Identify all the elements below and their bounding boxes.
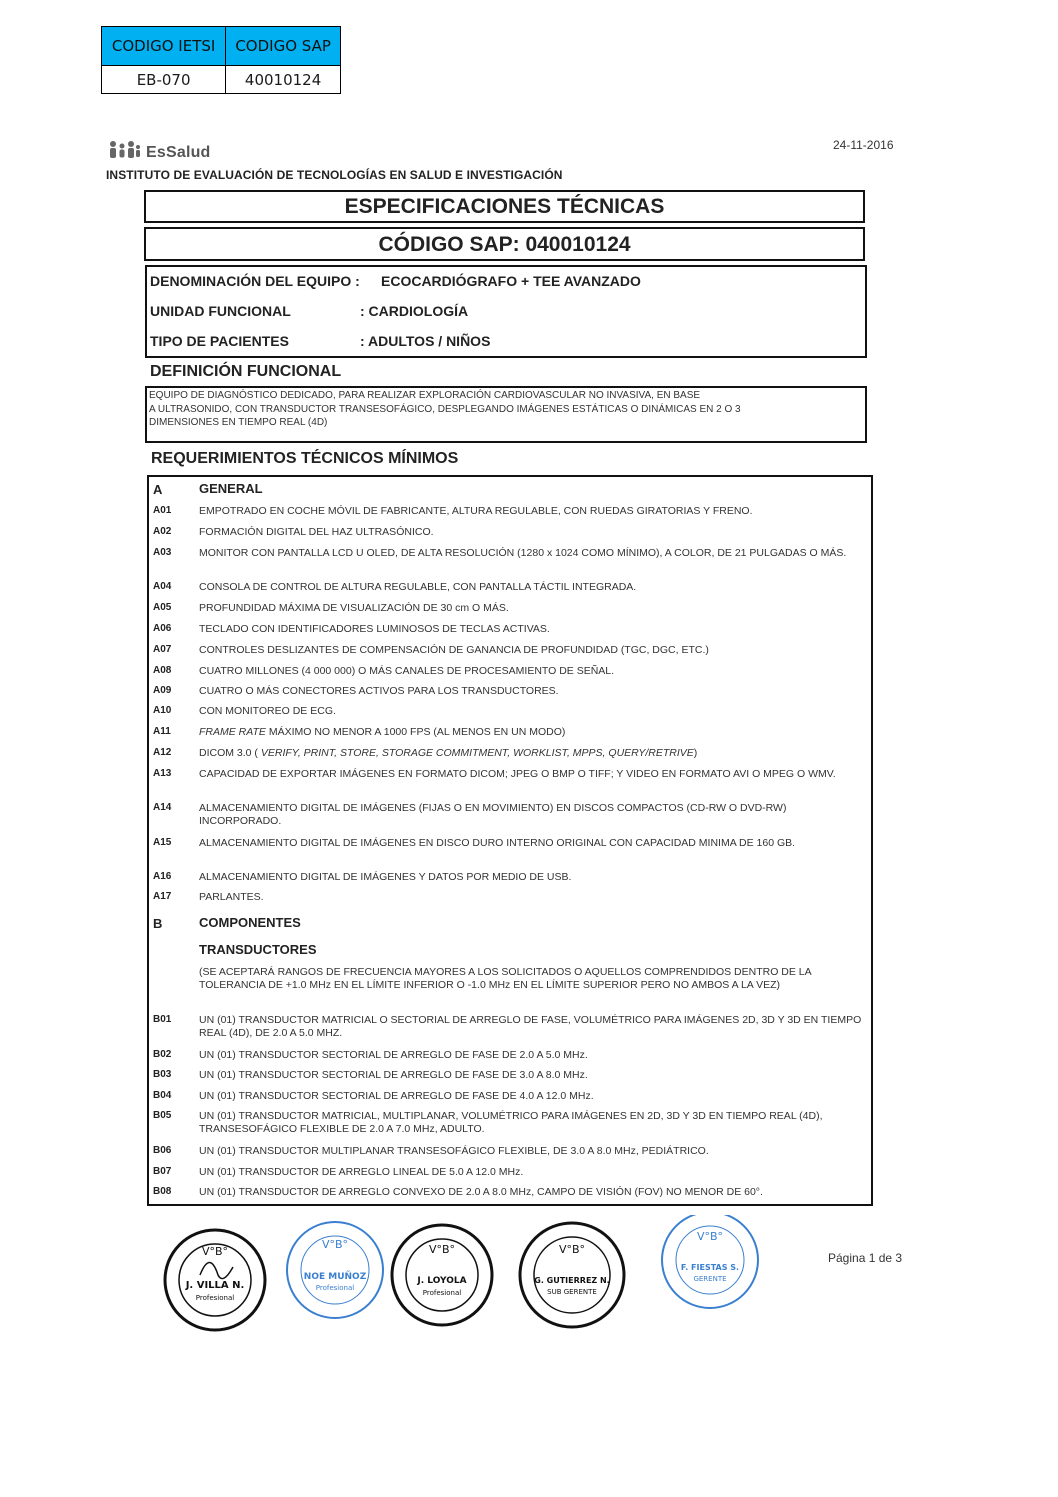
seal-role: Profesional [195,1294,235,1302]
seal-stamp [392,1225,492,1325]
logo-text: EsSalud [146,144,211,161]
equipment-row [150,273,641,289]
transducers-label: TRANSDUCTORES [199,942,317,957]
item-code: A07 [153,644,172,655]
item-code: B06 [153,1145,172,1156]
item-code: B01 [153,1014,172,1025]
seal-name: J. VILLA N. [185,1280,245,1291]
item-text: CONSOLA DE CONTROL DE ALTURA REGULABLE, CON PANTALLA TÁCTIL INTEGRADA. [199,581,637,593]
transducers-note: (SE ACEPTARÁ RANGOS DE FRECUENCIA MAYORES A LOS SOLICITADOS O AQUELLOS COMPRENDIDOS DENTRO DE LA TOLERANCIA DE +1.0 MHz EN EL LÍMITE INFERIOR O -1.0 MHz EN EL LÍMITE SUPERIOR PERO NO AMBOS A LA VEZ) [199,966,812,991]
document-title: ESPECIFICACIONES TÉCNICAS [144,190,865,223]
item-italic: VERIFY, PRINT, STORE, STORAGE COMMITMENT, WORKLIST, MPPS, QUERY/RETRIVE [257,747,694,759]
item-text: CUATRO O MÁS CONECTORES ACTIVOS PARA LOS TRANSDUCTORES. [199,685,559,697]
item-text: UN (01) TRANSDUCTOR MATRICIAL, MULTIPLANAR, VOLUMÉTRICO PARA IMÁGENES EN 2D, 3D Y 3D EN TIEMPO REAL (4D), TRANSESOFÁGICO FLEXIBLE DE 2.0 A 7.0 MHz, ADULTO. [199,1110,823,1135]
item-code: A05 [153,602,172,613]
item-text: ALMACENAMIENTO DIGITAL DE IMÁGENES EN DISCO DURO INTERNO ORIGINAL CON CAPACIDAD MINIMA DE 160 GB. [199,837,796,849]
item-text: UN (01) TRANSDUCTOR SECTORIAL DE ARREGLO DE FASE DE 4.0 A 12.0 MHz. [199,1090,594,1102]
item-text: MONITOR CON PANTALLA LCD U OLED, DE ALTA RESOLUCIÓN (1280 x 1024 COMO MÍNIMO), A COLOR, DE 21 PULGADAS O MÁS. [199,547,847,559]
item-code: A10 [153,705,172,716]
seal-role: GERENTE [693,1275,727,1283]
seal-stamp [165,1230,265,1330]
item-text: UN (01) TRANSDUCTOR MULTIPLANAR TRANSESOFÁGICO FLEXIBLE, DE 3.0 A 8.0 MHz, PEDIÁTRICO. [199,1145,709,1157]
unit-row [150,303,469,319]
document-date: 24-11-2016 [833,138,894,152]
item-text: ALMACENAMIENTO DIGITAL DE IMÁGENES Y DATOS POR MEDIO DE USB. [199,871,572,883]
item-text: PROFUNDIDAD MÁXIMA DE VISUALIZACIÓN DE 30 cm O MÁS. [199,602,509,614]
institute-name: INSTITUTO DE EVALUACIÓN DE TECNOLOGÍAS EN SALUD E INVESTIGACIÓN [106,168,563,182]
item-text: FORMACIÓN DIGITAL DEL HAZ ULTRASÓNICO. [199,526,434,538]
item-text: CON MONITOREO DE ECG. [199,705,336,717]
definition-line: EQUIPO DE DIAGNÓSTICO DEDICADO, PARA REALIZAR EXPLORACIÓN CARDIOVASCULAR NO INVASIVA, EN BASE [149,390,701,401]
code-ietsi-header: CODIGO IETSI [102,27,226,66]
seal-stamp [287,1222,383,1318]
seal-top-text: V°B° [321,1238,349,1251]
item-text: UN (01) TRANSDUCTOR SECTORIAL DE ARREGLO DE FASE DE 3.0 A 8.0 MHz. [199,1069,588,1081]
section-label: GENERAL [199,481,263,496]
item-code: A03 [153,547,172,558]
essalud-logo [108,140,211,162]
code-ietsi-value: EB-070 [102,66,226,94]
equipment-identification [145,265,867,358]
item-code: A17 [153,891,172,902]
page-number: Página 1 de 3 [828,1251,903,1265]
item-code: B04 [153,1090,172,1101]
item-text: ALMACENAMIENTO DIGITAL DE IMÁGENES (FIJAS O EN MOVIMIENTO) EN DISCOS COMPACTOS (CD-RW O DVD-RW) INCORPORADO. [199,802,787,827]
item-text: EMPOTRADO EN COCHE MÓVIL DE FABRICANTE, ALTURA REGULABLE, CON RUEDAS GIRATORIAS Y FRENO. [199,505,753,517]
item-code: A06 [153,623,172,634]
seal-stamp [520,1223,624,1327]
requirements-box [147,475,873,1206]
item-code: A14 [153,802,172,813]
item-code: B03 [153,1069,172,1080]
item-code: A16 [153,871,172,882]
section-code: B [153,916,163,931]
item-code: A13 [153,768,172,779]
item-code: B07 [153,1166,172,1177]
definition-line: A ULTRASONIDO, CON TRANSDUCTOR TRANSESOFÁGICO, DESPLEGANDO IMÁGENES ESTÁTICAS O DINÁMICAS EN 2 O 3 [149,403,741,415]
item-code: A02 [153,526,172,537]
patients-label: TIPO DE PACIENTES [150,333,289,349]
unit-label: UNIDAD FUNCIONAL [150,303,291,319]
item-code: A15 [153,837,172,848]
section-code: A [153,482,163,497]
item-text: UN (01) TRANSDUCTOR DE ARREGLO CONVEXO DE 2.0 A 8.0 MHz, CAMPO DE VISIÓN (FOV) NO MENOR DE 60°. [199,1186,763,1198]
item-code: B05 [153,1110,172,1121]
code-sap-header: CODIGO SAP [226,27,341,66]
sap-code-title: CÓDIGO SAP: 040010124 [144,227,865,261]
unit-value: : CARDIOLOGÍA [360,303,469,319]
seal-name: J. LOYOLA [417,1276,467,1286]
item-code: B02 [153,1049,172,1060]
item-code: B08 [153,1186,172,1197]
patients-value: : ADULTOS / NIÑOS [360,333,491,349]
item-text-end: ) [693,747,698,759]
item-text: UN (01) TRANSDUCTOR DE ARREGLO LINEAL DE 5.0 A 12.0 MHz. [199,1166,524,1178]
seal-top-text: V°B° [696,1230,724,1243]
definition-title: DEFINICIÓN FUNCIONAL [150,363,342,380]
item-code: A01 [153,505,172,516]
seal-name: G. GUTIERREZ N. [534,1276,610,1285]
patients-row [150,333,491,349]
signature-icon [200,1263,233,1279]
item-text-rest: MÁXIMO NO MENOR A 1000 FPS (AL MENOS EN UN MODO) [265,726,566,738]
seal-role: SUB GERENTE [547,1288,597,1296]
definition-line: DIMENSIONES EN TIEMPO REAL (4D) [149,417,328,428]
seal-name: NOE MUÑOZ [303,1272,367,1282]
seal-role: Profesional [422,1289,462,1297]
seal-role: Profesional [315,1284,355,1292]
equipment-value: ECOCARDIÓGRAFO + TEE AVANZADO [381,273,641,289]
item-text: CAPACIDAD DE EXPORTAR IMÁGENES EN FORMATO DICOM; JPEG O BMP O TIFF; Y VIDEO EN FORMATO AVI O MPEG O WMV. [199,768,836,780]
seal-top-text: V°B° [201,1245,229,1258]
definition-box [145,386,867,443]
requirements-title: REQUERIMIENTOS TÉCNICOS MÍNIMOS [151,450,459,467]
equipment-label: DENOMINACIÓN DEL EQUIPO : [150,273,360,289]
seal-name: F. FIESTAS S. [680,1263,740,1272]
family-icon [108,140,142,162]
code-sap-value: 40010124 [226,66,341,94]
seal-stamp [662,1215,758,1308]
item-text [199,726,869,739]
item-code: A12 [153,747,172,758]
item-code: A09 [153,685,172,696]
code-table [101,26,341,94]
item-text: PARLANTES. [199,891,264,903]
item-text: CONTROLES DESLIZANTES DE COMPENSACIÓN DE GANANCIA DE PROFUNDIDAD (TGC, DGC, ETC.) [199,644,709,656]
item-code: A04 [153,581,172,592]
item-code: A08 [153,665,172,676]
item-text: UN (01) TRANSDUCTOR MATRICIAL O SECTORIAL DE ARREGLO DE FASE, VOLUMÉTRICO PARA IMÁGENES 2D, 3D Y 3D EN TIEMPO REAL (4D), DE 2.0 A 5.0 MHZ. [199,1014,862,1039]
seal-top-text: V°B° [558,1243,586,1256]
item-text-start: DICOM 3.0 ( [199,747,258,759]
approval-seals [160,1215,790,1345]
item-code: A11 [153,726,171,737]
item-text: CUATRO MILLONES (4 000 000) O MÁS CANALES DE PROCESAMIENTO DE SEÑAL. [199,665,615,677]
item-text: TECLADO CON IDENTIFICADORES LUMINOSOS DE TECLAS ACTIVAS. [199,623,550,635]
item-text [199,747,869,760]
item-text: UN (01) TRANSDUCTOR SECTORIAL DE ARREGLO DE FASE DE 2.0 A 5.0 MHz. [199,1049,588,1061]
seal-top-text: V°B° [428,1243,456,1256]
section-label: COMPONENTES [199,915,301,930]
item-italic: FRAME RATE [199,726,266,738]
